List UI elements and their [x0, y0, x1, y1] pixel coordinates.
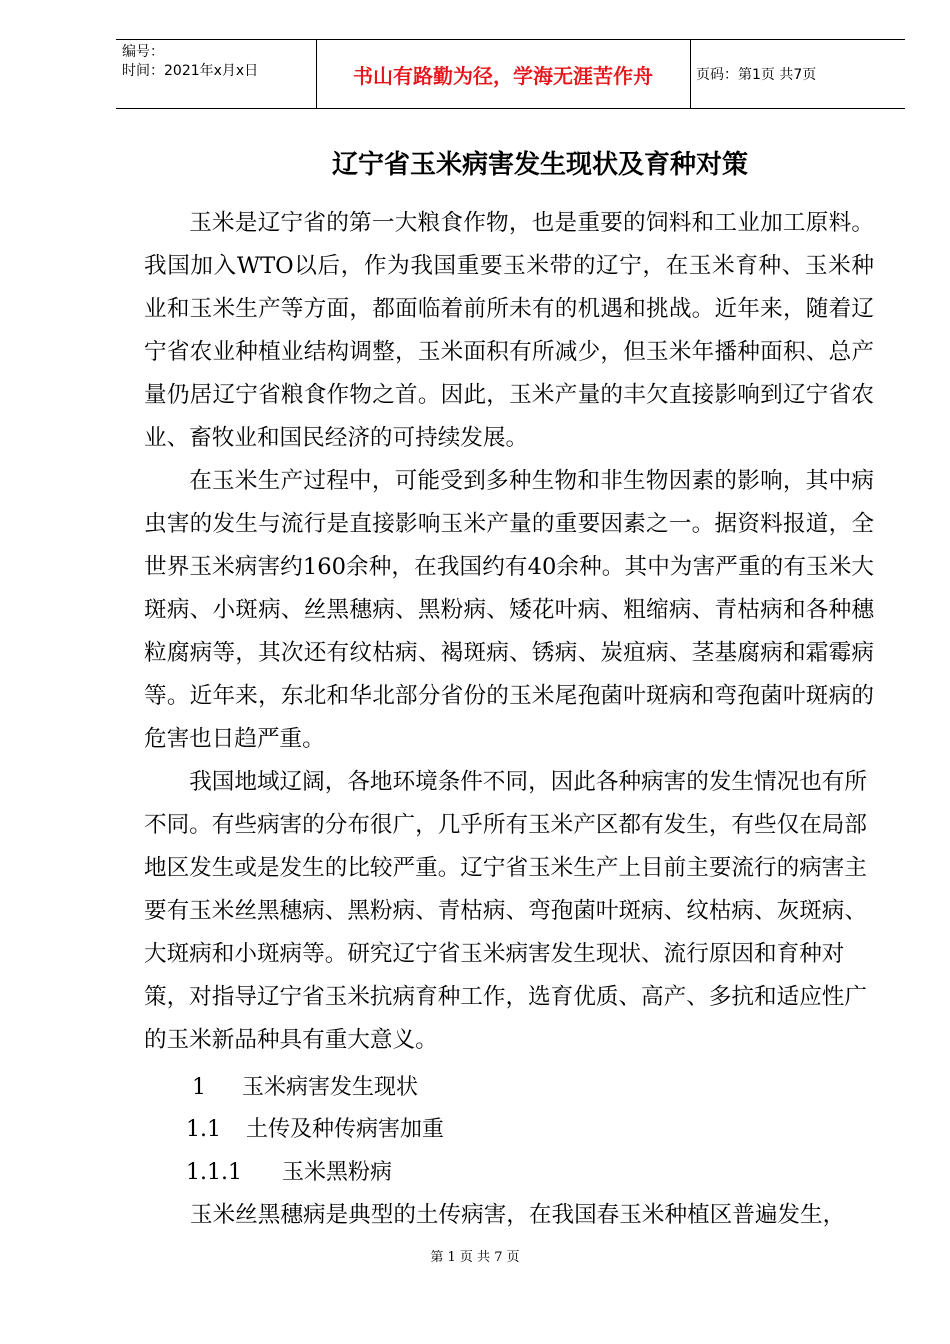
serial-label: 编号：	[122, 44, 164, 60]
section-title: 玉米病害发生现状	[242, 1075, 419, 1100]
body-line: 玉米丝黑穗病是典型的土传病害，在我国春玉米种植区普遍发生，	[190, 1202, 846, 1228]
document-body	[144, 202, 874, 1062]
header-page-info: 页码：第1页 共7页	[696, 67, 817, 83]
section-heading	[192, 1070, 418, 1101]
paragraph: 在玉米生产过程中，可能受到多种生物和非生物因素的影响，其中病虫害的发生与流行是直接影响玉米产量的重要因素之一。据资料报道，全世界玉米病害约160余种，在我国约有40余种。其中为害严重的有玉米大斑病、小斑病、丝黑穗病、黑粉病、矮花叶病、粗缩病、青枯病和各种穗粒腐病等，其次还有纹枯病、褐斑病、锈病、炭疽病、茎基腐病和霜霉病等。近年来，东北和华北部分省份的玉米尾孢菌叶斑病和弯孢菌叶斑病的危害也日趋严重。	[144, 468, 874, 752]
page-footer: 第 1 页 共 7 页	[430, 1250, 520, 1265]
section-title: 玉米黑粉病	[282, 1160, 393, 1185]
paragraph: 玉米是辽宁省的第一大粮食作物，也是重要的饲料和工业加工原料。我国加入WTO以后，作为我国重要玉米带的辽宁，在玉米育种、玉米种业和玉米生产等方面，都面临着前所未有的机遇和挑战。近年来，随着辽宁省农业种植业结构调整，玉米面积有所减少，但玉米年播种面积、总产量仍居辽宁省粮食作物之首。因此，玉米产量的丰欠直接影响到辽宁省农业、畜牧业和国民经济的可持续发展。	[144, 210, 874, 451]
section-title: 土传及种传病害加重	[246, 1117, 445, 1142]
section-number: 1.1.1	[186, 1160, 242, 1185]
document-title: 辽宁省玉米病害发生现状及育种对策	[331, 150, 748, 180]
subsection-heading	[186, 1112, 444, 1143]
header-divider	[690, 40, 691, 108]
time-label: 时间：2021年x月x日	[122, 63, 259, 79]
paragraph: 我国地域辽阔，各地环境条件不同，因此各种病害的发生情况也有所不同。有些病害的分布很广，几乎所有玉米产区都有发生，有些仅在局部地区发生或是发生的比较严重。辽宁省玉米生产上目前主要流行的病害主要有玉米丝黑穗病、黑粉病、青枯病、弯孢菌叶斑病、纹枯病、灰斑病、大斑病和小斑病等。研究辽宁省玉米病害发生现状、流行原因和育种对策，对指导辽宁省玉米抗病育种工作，选育优质、高产、多抗和适应性广的玉米新品种具有重大意义。	[144, 769, 867, 1053]
page-header	[116, 39, 905, 109]
header-motto: 书山有路勤为径，学海无涯苦作舟	[353, 63, 653, 88]
header-meta	[122, 43, 258, 81]
subsubsection-heading	[186, 1155, 392, 1186]
section-number: 1	[192, 1075, 206, 1100]
section-number: 1.1	[186, 1117, 221, 1142]
